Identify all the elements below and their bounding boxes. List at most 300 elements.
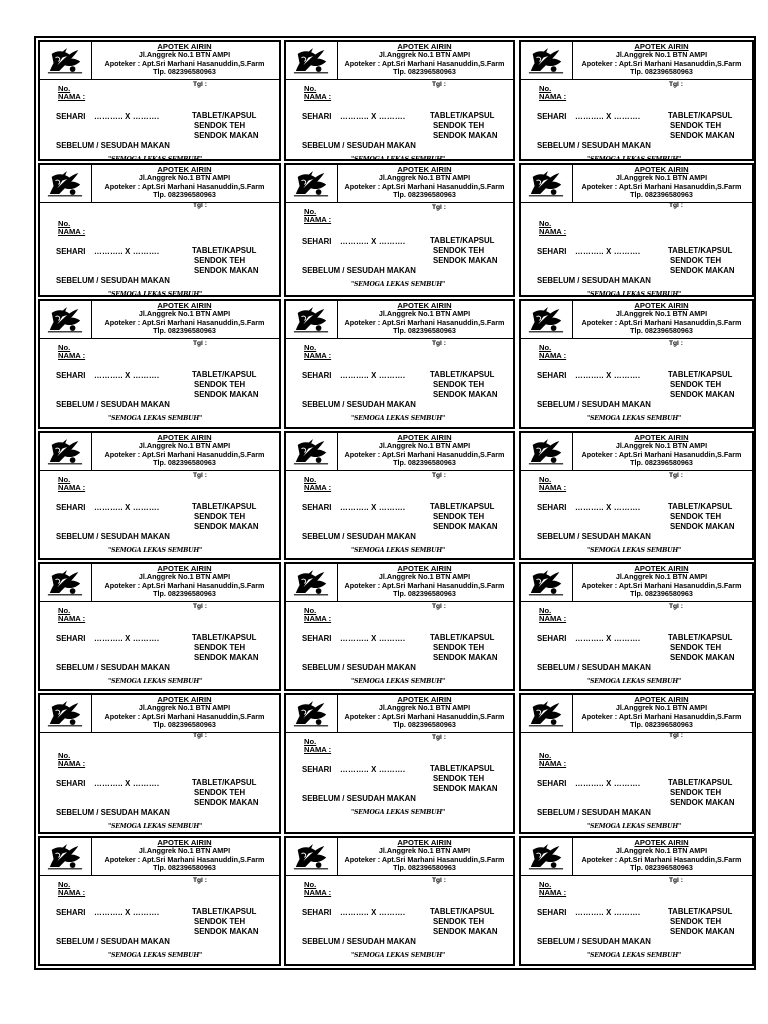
label-body — [521, 80, 752, 163]
pharmacy-name: APOTEK AIRIN — [634, 433, 689, 442]
unit-tablespoon: SENDOK MAKAN — [433, 390, 498, 399]
apotek-logo-icon — [527, 697, 565, 730]
before-after-meal: SEBELUM / SESUDAH MAKAN — [302, 794, 416, 803]
daily-label: SEHARI — [56, 247, 86, 256]
unit-tablespoon: SENDOK MAKAN — [670, 266, 735, 275]
label-header — [40, 433, 279, 471]
unit-tablespoon: SENDOK MAKAN — [194, 522, 259, 531]
dose-blank: ……….. X ………. — [340, 634, 406, 643]
date-field-label: Tgl : — [432, 734, 446, 741]
before-after-meal: SEBELUM / SESUDAH MAKAN — [537, 663, 651, 672]
daily-label: SEHARI — [56, 634, 86, 643]
date-field-label: Tgl : — [193, 340, 207, 347]
pharmacy-address: Jl.Anggrek No.1 BTN AMPI — [378, 846, 471, 856]
logo-box — [40, 838, 92, 875]
daily-label: SEHARI — [302, 908, 332, 917]
daily-label: SEHARI — [56, 503, 86, 512]
get-well-motto: "SEMOGA LEKAS SEMBUH" — [108, 156, 203, 163]
patient-name-label: NAMA : — [304, 888, 332, 897]
unit-tablet: TABLET/KAPSUL — [430, 111, 495, 120]
logo-box — [40, 695, 92, 732]
logo-box — [286, 564, 338, 601]
unit-tablespoon: SENDOK MAKAN — [433, 927, 498, 936]
pharmacy-info — [92, 565, 277, 599]
label-header — [521, 695, 752, 733]
unit-tablespoon: SENDOK MAKAN — [194, 798, 259, 807]
get-well-motto: "SEMOGA LEKAS SEMBUH" — [587, 823, 682, 830]
before-after-meal: SEBELUM / SESUDAH MAKAN — [302, 266, 416, 275]
prescription-label — [38, 40, 281, 161]
unit-teaspoon: SENDOK TEH — [433, 643, 485, 652]
pharmacy-info — [573, 166, 750, 200]
pharmacist-name: Apoteker : Apt.Sri Marhani Hasanuddin,S.Farm — [344, 317, 505, 327]
apotek-logo-icon — [46, 303, 84, 336]
patient-name-label: NAMA : — [58, 483, 86, 492]
prescription-no-label: No. — [304, 606, 317, 615]
logo-box — [40, 564, 92, 601]
prescription-label — [38, 163, 281, 297]
pharmacist-name: Apoteker : Apt.Sri Marhani Hasanuddin,S.Farm — [344, 580, 505, 590]
daily-label: SEHARI — [56, 371, 86, 380]
pharmacist-name: Apoteker : Apt.Sri Marhani Hasanuddin,S.Farm — [344, 854, 505, 864]
before-after-meal: SEBELUM / SESUDAH MAKAN — [56, 141, 170, 150]
label-body — [286, 876, 513, 964]
pharmacy-name: APOTEK AIRIN — [157, 564, 212, 573]
unit-tablespoon: SENDOK MAKAN — [670, 131, 735, 140]
pharmacy-phone: Tlp. 082396580963 — [393, 458, 456, 468]
label-header — [286, 301, 513, 339]
patient-name-label: NAMA : — [304, 483, 332, 492]
prescription-label — [519, 562, 754, 691]
pharmacy-address: Jl.Anggrek No.1 BTN AMPI — [378, 703, 471, 713]
dose-blank: ……….. X ………. — [94, 371, 160, 380]
pharmacist-name: Apoteker : Apt.Sri Marhani Hasanuddin,S.Farm — [344, 449, 505, 459]
before-after-meal: SEBELUM / SESUDAH MAKAN — [537, 141, 651, 150]
logo-box — [521, 42, 573, 79]
pharmacist-name: Apoteker : Apt.Sri Marhani Hasanuddin,S.Farm — [344, 58, 505, 68]
pharmacy-address: Jl.Anggrek No.1 BTN AMPI — [615, 309, 708, 319]
before-after-meal: SEBELUM / SESUDAH MAKAN — [56, 532, 170, 541]
pharmacy-phone: Tlp. 082396580963 — [153, 67, 216, 77]
apotek-logo-icon — [527, 44, 565, 77]
dose-blank: ……….. X ………. — [575, 779, 641, 788]
pharmacist-name: Apoteker : Apt.Sri Marhani Hasanuddin,S.Farm — [104, 854, 265, 864]
label-header — [40, 165, 279, 203]
pharmacy-address: Jl.Anggrek No.1 BTN AMPI — [138, 173, 231, 183]
unit-tablespoon: SENDOK MAKAN — [433, 522, 498, 531]
date-field-label: Tgl : — [669, 603, 683, 610]
patient-name-label: NAMA : — [304, 215, 332, 224]
daily-label: SEHARI — [56, 779, 86, 788]
before-after-meal: SEBELUM / SESUDAH MAKAN — [302, 532, 416, 541]
apotek-logo-icon — [527, 840, 565, 873]
pharmacy-name: APOTEK AIRIN — [397, 433, 452, 442]
pharmacy-phone: Tlp. 082396580963 — [393, 589, 456, 599]
apotek-logo-icon — [292, 44, 330, 77]
pharmacy-name: APOTEK AIRIN — [397, 695, 452, 704]
prescription-no-label: No. — [304, 207, 317, 216]
apotek-logo-icon — [292, 697, 330, 730]
label-body — [286, 339, 513, 427]
logo-box — [286, 165, 338, 202]
unit-tablespoon: SENDOK MAKAN — [433, 653, 498, 662]
unit-tablet: TABLET/KAPSUL — [430, 907, 495, 916]
logo-box — [521, 838, 573, 875]
pharmacy-address: Jl.Anggrek No.1 BTN AMPI — [378, 50, 471, 60]
unit-tablet: TABLET/KAPSUL — [430, 502, 495, 511]
pharmacy-phone: Tlp. 082396580963 — [630, 326, 693, 336]
logo-box — [286, 42, 338, 79]
date-field-label: Tgl : — [193, 81, 207, 88]
label-body — [286, 80, 513, 163]
prescription-label — [519, 299, 754, 429]
pharmacy-address: Jl.Anggrek No.1 BTN AMPI — [378, 572, 471, 582]
date-field-label: Tgl : — [432, 204, 446, 211]
before-after-meal: SEBELUM / SESUDAH MAKAN — [302, 141, 416, 150]
patient-name-label: NAMA : — [539, 92, 567, 101]
date-field-label: Tgl : — [193, 603, 207, 610]
pharmacy-info — [338, 302, 511, 336]
prescription-label — [38, 693, 281, 834]
apotek-logo-icon — [46, 435, 84, 468]
label-body — [40, 602, 279, 689]
pharmacist-name: Apoteker : Apt.Sri Marhani Hasanuddin,S.Farm — [104, 449, 265, 459]
pharmacy-phone: Tlp. 082396580963 — [153, 720, 216, 730]
pharmacy-address: Jl.Anggrek No.1 BTN AMPI — [138, 50, 231, 60]
get-well-motto: "SEMOGA LEKAS SEMBUH" — [351, 281, 446, 288]
prescription-label — [38, 299, 281, 429]
dose-blank: ……….. X ………. — [94, 503, 160, 512]
unit-tablet: TABLET/KAPSUL — [430, 764, 495, 773]
pharmacist-name: Apoteker : Apt.Sri Marhani Hasanuddin,S.Farm — [104, 711, 265, 721]
dose-blank: ……….. X ………. — [340, 112, 406, 121]
pharmacy-name: APOTEK AIRIN — [157, 695, 212, 704]
patient-name-label: NAMA : — [539, 227, 567, 236]
apotek-logo-icon — [292, 303, 330, 336]
dose-blank: ……….. X ………. — [575, 503, 641, 512]
pharmacy-address: Jl.Anggrek No.1 BTN AMPI — [378, 309, 471, 319]
daily-label: SEHARI — [302, 112, 332, 121]
unit-teaspoon: SENDOK TEH — [670, 917, 722, 926]
before-after-meal: SEBELUM / SESUDAH MAKAN — [537, 937, 651, 946]
unit-teaspoon: SENDOK TEH — [433, 774, 485, 783]
pharmacy-name: APOTEK AIRIN — [634, 838, 689, 847]
before-after-meal: SEBELUM / SESUDAH MAKAN — [56, 663, 170, 672]
unit-teaspoon: SENDOK TEH — [433, 121, 485, 130]
get-well-motto: "SEMOGA LEKAS SEMBUH" — [351, 415, 446, 422]
logo-box — [286, 838, 338, 875]
logo-box — [286, 301, 338, 338]
label-sheet — [34, 36, 756, 970]
date-field-label: Tgl : — [193, 202, 207, 209]
apotek-logo-icon — [292, 167, 330, 200]
prescription-no-label: No. — [539, 219, 552, 228]
unit-tablespoon: SENDOK MAKAN — [194, 266, 259, 275]
prescription-label — [519, 163, 754, 297]
pharmacy-phone: Tlp. 082396580963 — [153, 589, 216, 599]
pharmacy-info — [573, 302, 750, 336]
before-after-meal: SEBELUM / SESUDAH MAKAN — [537, 276, 651, 285]
unit-tablespoon: SENDOK MAKAN — [670, 653, 735, 662]
label-body — [286, 471, 513, 558]
unit-teaspoon: SENDOK TEH — [433, 512, 485, 521]
label-header — [286, 838, 513, 876]
daily-label: SEHARI — [537, 112, 567, 121]
pharmacist-name: Apoteker : Apt.Sri Marhani Hasanuddin,S.Farm — [581, 449, 742, 459]
label-header — [521, 301, 752, 339]
label-header — [40, 838, 279, 876]
get-well-motto: "SEMOGA LEKAS SEMBUH" — [351, 809, 446, 816]
pharmacy-phone: Tlp. 082396580963 — [153, 458, 216, 468]
prescription-label — [284, 693, 515, 834]
pharmacy-info — [92, 696, 277, 730]
prescription-no-label: No. — [58, 84, 71, 93]
logo-box — [40, 433, 92, 470]
dose-blank: ……….. X ………. — [340, 908, 406, 917]
dose-blank: ……….. X ………. — [575, 634, 641, 643]
pharmacy-info — [338, 696, 511, 730]
prescription-no-label: No. — [304, 880, 317, 889]
date-field-label: Tgl : — [669, 81, 683, 88]
prescription-no-label: No. — [304, 737, 317, 746]
pharmacy-info — [338, 839, 511, 873]
prescription-no-label: No. — [304, 84, 317, 93]
prescription-label — [284, 562, 515, 691]
before-after-meal: SEBELUM / SESUDAH MAKAN — [56, 808, 170, 817]
get-well-motto: "SEMOGA LEKAS SEMBUH" — [351, 156, 446, 163]
pharmacy-phone: Tlp. 082396580963 — [153, 326, 216, 336]
unit-tablet: TABLET/KAPSUL — [668, 111, 733, 120]
prescription-label — [519, 693, 754, 834]
pharmacy-name: APOTEK AIRIN — [397, 564, 452, 573]
unit-tablet: TABLET/KAPSUL — [430, 370, 495, 379]
unit-teaspoon: SENDOK TEH — [670, 788, 722, 797]
before-after-meal: SEBELUM / SESUDAH MAKAN — [302, 937, 416, 946]
unit-tablespoon: SENDOK MAKAN — [670, 927, 735, 936]
dose-blank: ……….. X ………. — [340, 503, 406, 512]
apotek-logo-icon — [527, 435, 565, 468]
label-header — [40, 564, 279, 602]
label-header — [521, 42, 752, 80]
unit-tablespoon: SENDOK MAKAN — [670, 390, 735, 399]
prescription-no-label: No. — [539, 84, 552, 93]
unit-teaspoon: SENDOK TEH — [194, 256, 246, 265]
unit-tablespoon: SENDOK MAKAN — [194, 390, 259, 399]
patient-name-label: NAMA : — [539, 614, 567, 623]
pharmacist-name: Apoteker : Apt.Sri Marhani Hasanuddin,S.Farm — [344, 711, 505, 721]
prescription-label — [519, 431, 754, 560]
daily-label: SEHARI — [56, 112, 86, 121]
apotek-logo-icon — [527, 303, 565, 336]
prescription-no-label: No. — [58, 343, 71, 352]
unit-tablet: TABLET/KAPSUL — [430, 633, 495, 642]
label-header — [521, 564, 752, 602]
patient-name-label: NAMA : — [58, 92, 86, 101]
pharmacist-name: Apoteker : Apt.Sri Marhani Hasanuddin,S.Farm — [104, 580, 265, 590]
date-field-label: Tgl : — [193, 732, 207, 739]
pharmacist-name: Apoteker : Apt.Sri Marhani Hasanuddin,S.Farm — [104, 181, 265, 191]
prescription-no-label: No. — [539, 751, 552, 760]
unit-teaspoon: SENDOK TEH — [194, 121, 246, 130]
dose-blank: ……….. X ………. — [575, 247, 641, 256]
label-header — [286, 42, 513, 80]
prescription-no-label: No. — [539, 343, 552, 352]
daily-label: SEHARI — [537, 503, 567, 512]
dose-blank: ……….. X ………. — [94, 112, 160, 121]
get-well-motto: "SEMOGA LEKAS SEMBUH" — [587, 156, 682, 163]
pharmacy-address: Jl.Anggrek No.1 BTN AMPI — [138, 309, 231, 319]
prescription-label — [38, 562, 281, 691]
before-after-meal: SEBELUM / SESUDAH MAKAN — [302, 663, 416, 672]
label-body — [521, 876, 752, 964]
pharmacy-phone: Tlp. 082396580963 — [393, 67, 456, 77]
patient-name-label: NAMA : — [539, 888, 567, 897]
pharmacy-name: APOTEK AIRIN — [397, 165, 452, 174]
date-field-label: Tgl : — [193, 877, 207, 884]
get-well-motto: "SEMOGA LEKAS SEMBUH" — [108, 291, 203, 298]
patient-name-label: NAMA : — [58, 759, 86, 768]
before-after-meal: SEBELUM / SESUDAH MAKAN — [537, 532, 651, 541]
unit-tablet: TABLET/KAPSUL — [430, 236, 495, 245]
prescription-label — [284, 431, 515, 560]
apotek-logo-icon — [292, 566, 330, 599]
before-after-meal: SEBELUM / SESUDAH MAKAN — [537, 808, 651, 817]
dose-blank: ……….. X ………. — [575, 371, 641, 380]
date-field-label: Tgl : — [432, 603, 446, 610]
prescription-no-label: No. — [304, 343, 317, 352]
dose-blank: ……….. X ………. — [94, 634, 160, 643]
pharmacist-name: Apoteker : Apt.Sri Marhani Hasanuddin,S.Farm — [344, 181, 505, 191]
unit-tablespoon: SENDOK MAKAN — [194, 927, 259, 936]
unit-teaspoon: SENDOK TEH — [194, 788, 246, 797]
label-body — [286, 203, 513, 295]
pharmacy-info — [92, 839, 277, 873]
label-body — [40, 202, 279, 298]
pharmacist-name: Apoteker : Apt.Sri Marhani Hasanuddin,S.Farm — [581, 181, 742, 191]
apotek-logo-icon — [46, 840, 84, 873]
unit-teaspoon: SENDOK TEH — [433, 380, 485, 389]
prescription-label — [519, 836, 754, 966]
before-after-meal: SEBELUM / SESUDAH MAKAN — [56, 937, 170, 946]
logo-box — [521, 433, 573, 470]
pharmacy-info — [573, 565, 750, 599]
unit-tablet: TABLET/KAPSUL — [668, 246, 733, 255]
logo-box — [521, 564, 573, 601]
label-body — [286, 733, 513, 832]
pharmacy-info — [338, 434, 511, 468]
logo-box — [286, 433, 338, 470]
unit-tablespoon: SENDOK MAKAN — [194, 653, 259, 662]
prescription-label — [519, 40, 754, 161]
dose-blank: ……….. X ………. — [94, 779, 160, 788]
date-field-label: Tgl : — [432, 340, 446, 347]
pharmacy-phone: Tlp. 082396580963 — [393, 190, 456, 200]
pharmacy-phone: Tlp. 082396580963 — [630, 863, 693, 873]
pharmacy-address: Jl.Anggrek No.1 BTN AMPI — [138, 703, 231, 713]
pharmacy-address: Jl.Anggrek No.1 BTN AMPI — [615, 441, 708, 451]
label-body — [521, 602, 752, 689]
daily-label: SEHARI — [537, 779, 567, 788]
label-body — [40, 339, 279, 427]
pharmacy-name: APOTEK AIRIN — [397, 301, 452, 310]
label-body — [40, 876, 279, 964]
pharmacy-name: APOTEK AIRIN — [634, 165, 689, 174]
unit-teaspoon: SENDOK TEH — [670, 643, 722, 652]
get-well-motto: "SEMOGA LEKAS SEMBUH" — [587, 291, 682, 298]
patient-name-label: NAMA : — [539, 759, 567, 768]
label-body — [521, 339, 752, 427]
unit-teaspoon: SENDOK TEH — [194, 512, 246, 521]
pharmacy-info — [92, 166, 277, 200]
prescription-no-label: No. — [539, 880, 552, 889]
unit-teaspoon: SENDOK TEH — [433, 246, 485, 255]
unit-teaspoon: SENDOK TEH — [194, 643, 246, 652]
label-body — [521, 733, 752, 832]
pharmacy-info — [92, 434, 277, 468]
pharmacy-phone: Tlp. 082396580963 — [393, 863, 456, 873]
pharmacist-name: Apoteker : Apt.Sri Marhani Hasanuddin,S.Farm — [104, 317, 265, 327]
pharmacy-address: Jl.Anggrek No.1 BTN AMPI — [615, 50, 708, 60]
label-body — [521, 202, 752, 298]
pharmacy-phone: Tlp. 082396580963 — [630, 458, 693, 468]
label-body — [286, 602, 513, 689]
pharmacy-address: Jl.Anggrek No.1 BTN AMPI — [138, 441, 231, 451]
pharmacy-name: APOTEK AIRIN — [634, 42, 689, 51]
unit-tablespoon: SENDOK MAKAN — [670, 522, 735, 531]
label-body — [40, 733, 279, 832]
pharmacy-info — [92, 43, 277, 77]
dose-blank: ……….. X ………. — [575, 908, 641, 917]
apotek-logo-icon — [46, 167, 84, 200]
pharmacy-name: APOTEK AIRIN — [157, 165, 212, 174]
patient-name-label: NAMA : — [58, 888, 86, 897]
logo-box — [521, 301, 573, 338]
before-after-meal: SEBELUM / SESUDAH MAKAN — [537, 400, 651, 409]
date-field-label: Tgl : — [669, 877, 683, 884]
get-well-motto: "SEMOGA LEKAS SEMBUH" — [587, 547, 682, 554]
apotek-logo-icon — [46, 697, 84, 730]
pharmacy-address: Jl.Anggrek No.1 BTN AMPI — [615, 846, 708, 856]
apotek-logo-icon — [292, 435, 330, 468]
pharmacy-info — [573, 696, 750, 730]
pharmacy-address: Jl.Anggrek No.1 BTN AMPI — [615, 173, 708, 183]
get-well-motto: "SEMOGA LEKAS SEMBUH" — [108, 547, 203, 554]
pharmacist-name: Apoteker : Apt.Sri Marhani Hasanuddin,S.Farm — [104, 58, 265, 68]
patient-name-label: NAMA : — [539, 351, 567, 360]
patient-name-label: NAMA : — [58, 227, 86, 236]
daily-label: SEHARI — [302, 503, 332, 512]
before-after-meal: SEBELUM / SESUDAH MAKAN — [56, 400, 170, 409]
unit-teaspoon: SENDOK TEH — [670, 121, 722, 130]
logo-box — [40, 165, 92, 202]
pharmacy-info — [92, 302, 277, 336]
patient-name-label: NAMA : — [58, 351, 86, 360]
pharmacy-phone: Tlp. 082396580963 — [393, 720, 456, 730]
pharmacist-name: Apoteker : Apt.Sri Marhani Hasanuddin,S.Farm — [581, 58, 742, 68]
get-well-motto: "SEMOGA LEKAS SEMBUH" — [108, 823, 203, 830]
get-well-motto: "SEMOGA LEKAS SEMBUH" — [108, 415, 203, 422]
pharmacist-name: Apoteker : Apt.Sri Marhani Hasanuddin,S.Farm — [581, 711, 742, 721]
pharmacy-phone: Tlp. 082396580963 — [630, 720, 693, 730]
daily-label: SEHARI — [537, 371, 567, 380]
get-well-motto: "SEMOGA LEKAS SEMBUH" — [108, 952, 203, 959]
dose-blank: ……….. X ………. — [575, 112, 641, 121]
apotek-logo-icon — [292, 840, 330, 873]
prescription-no-label: No. — [58, 751, 71, 760]
pharmacy-address: Jl.Anggrek No.1 BTN AMPI — [138, 846, 231, 856]
get-well-motto: "SEMOGA LEKAS SEMBUH" — [108, 678, 203, 685]
daily-label: SEHARI — [537, 634, 567, 643]
